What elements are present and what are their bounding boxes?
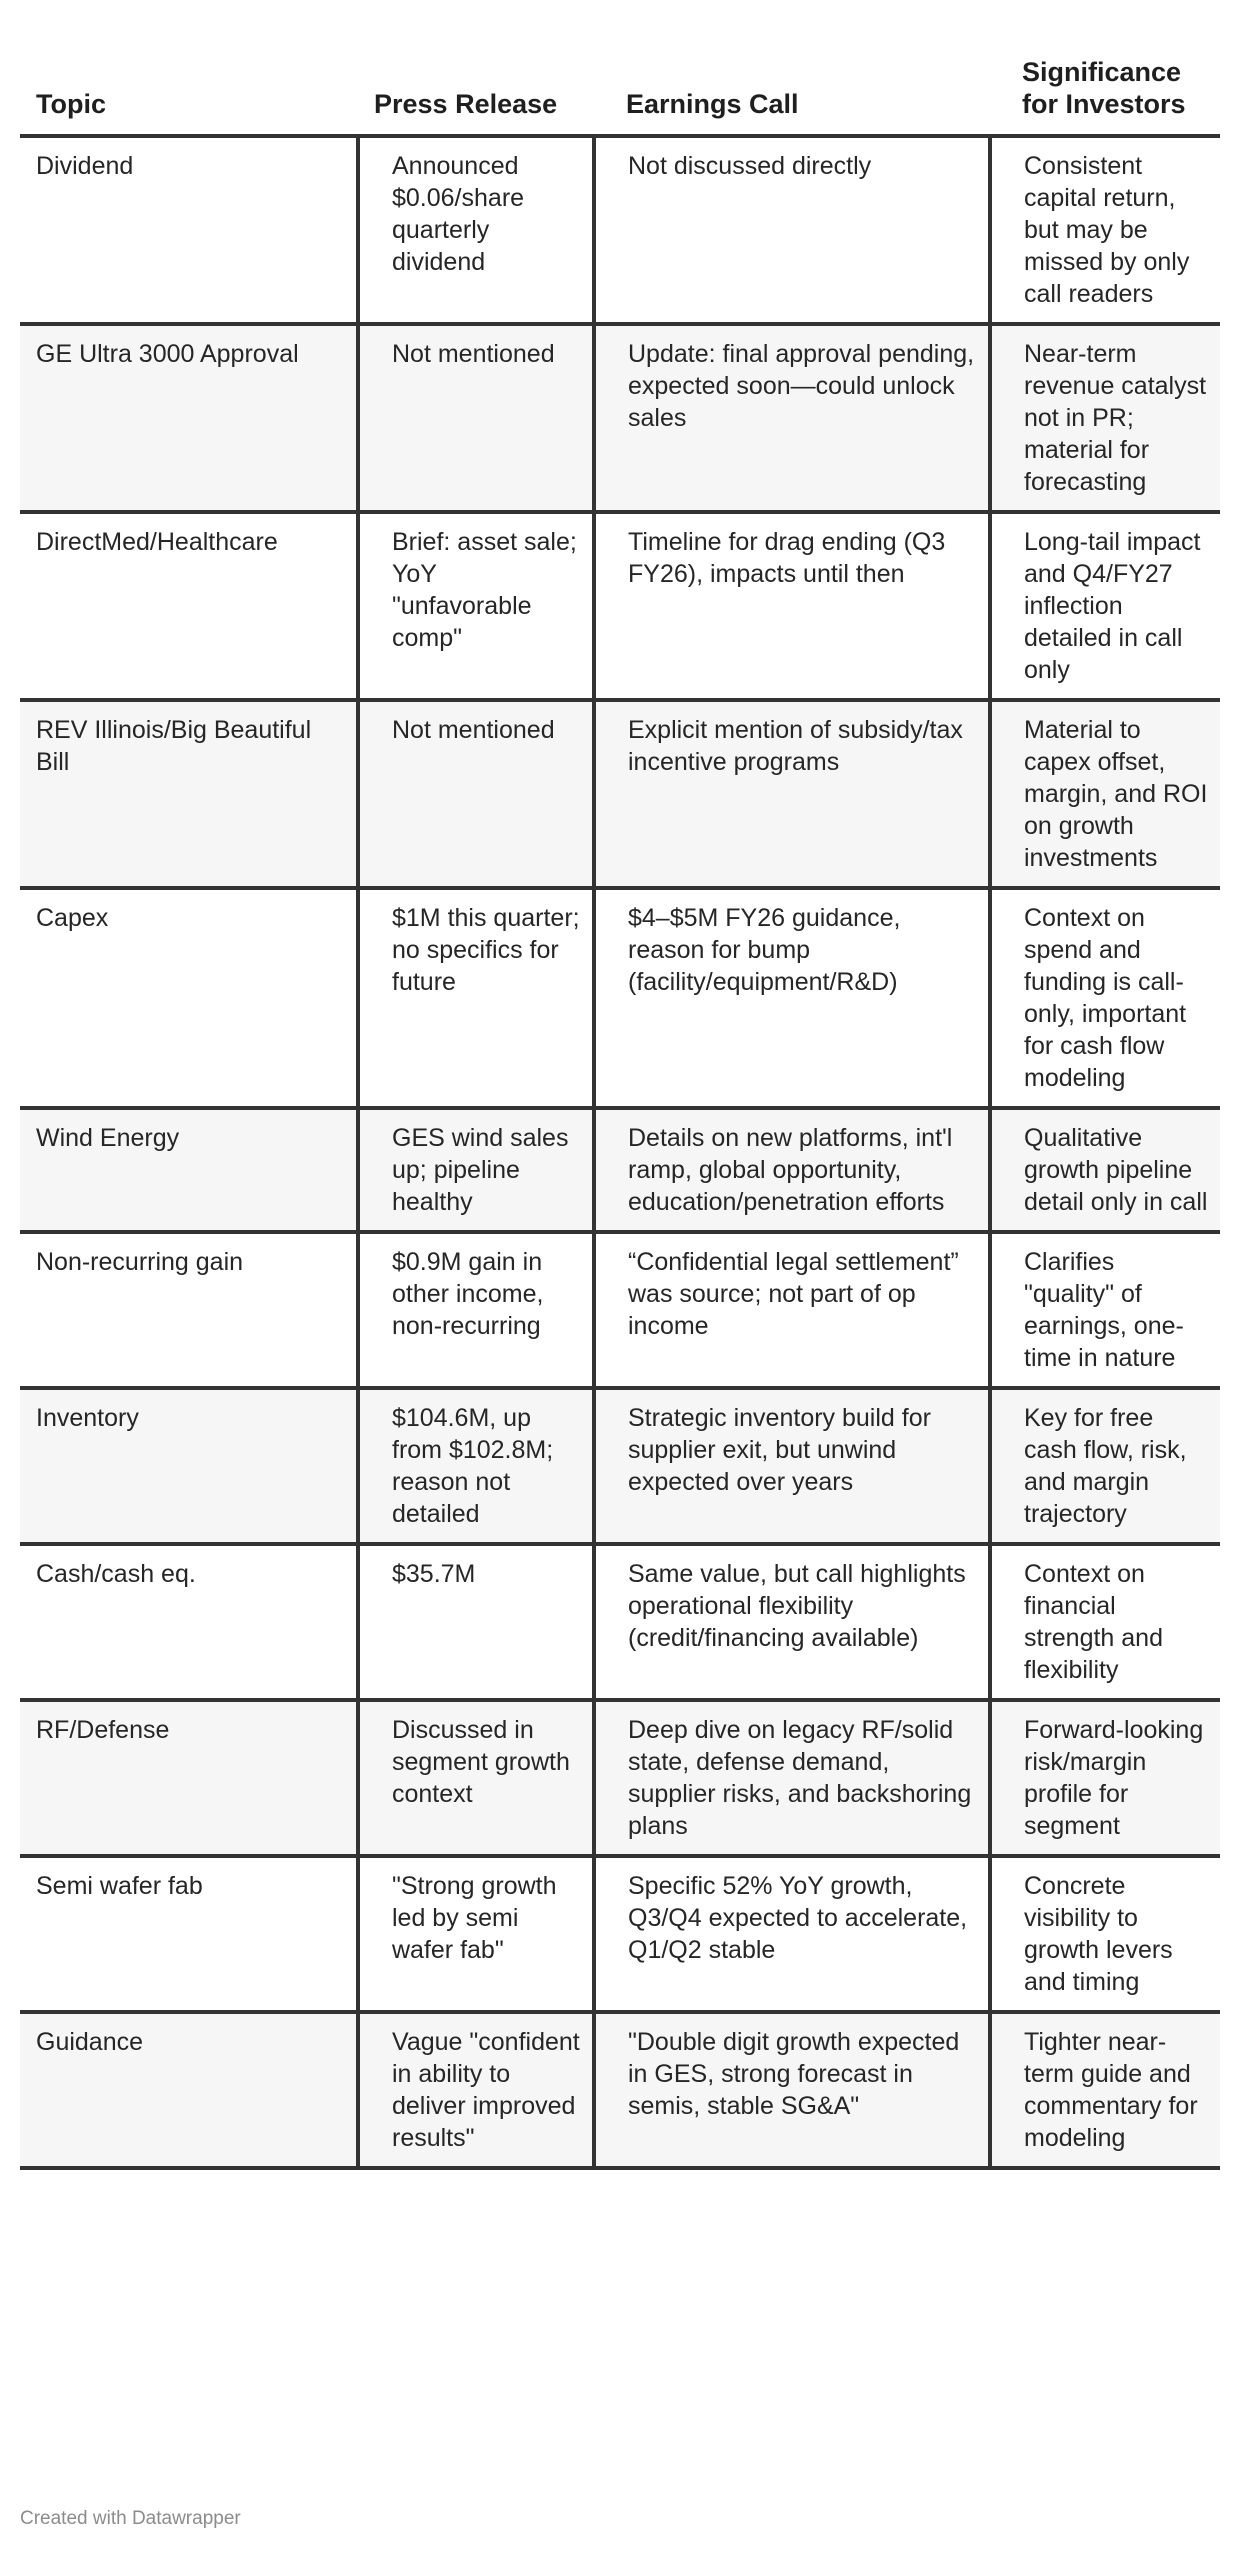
table-row xyxy=(20,1700,1220,1856)
cell-significance: Context on spend and funding is call-only, important for cash flow modeling xyxy=(990,888,1220,1108)
datawrapper-credit: Created with Datawrapper xyxy=(20,2508,241,2529)
table-row xyxy=(20,1856,1220,2012)
cell-topic: Dividend xyxy=(20,136,358,324)
cell-topic: Semi wafer fab xyxy=(20,1856,358,2012)
table-row xyxy=(20,1232,1220,1388)
header-press-release: Press Release xyxy=(358,56,594,136)
cell-earnings-call: Update: final approval pending, expected soon—could unlock sales xyxy=(594,324,990,512)
cell-earnings-call: Specific 52% YoY growth, Q3/Q4 expected to accelerate, Q1/Q2 stable xyxy=(594,1856,990,2012)
comparison-table-container xyxy=(20,56,1220,2170)
cell-topic: DirectMed/Healthcare xyxy=(20,512,358,700)
cell-press-release: $35.7M xyxy=(358,1544,594,1700)
cell-topic: Capex xyxy=(20,888,358,1108)
cell-earnings-call: Not discussed directly xyxy=(594,136,990,324)
table-row xyxy=(20,1544,1220,1700)
cell-press-release: Not mentioned xyxy=(358,324,594,512)
table-row xyxy=(20,136,1220,324)
cell-earnings-call: “Confidential legal settlement” was source; not part of op income xyxy=(594,1232,990,1388)
cell-earnings-call: Same value, but call highlights operational flexibility (credit/financing available) xyxy=(594,1544,990,1700)
cell-significance: Near-term revenue catalyst not in PR; material for forecasting xyxy=(990,324,1220,512)
cell-earnings-call: Timeline for drag ending (Q3 FY26), impacts until then xyxy=(594,512,990,700)
cell-press-release: "Strong growth led by semi wafer fab" xyxy=(358,1856,594,2012)
cell-earnings-call: Details on new platforms, int'l ramp, global opportunity, education/penetration efforts xyxy=(594,1108,990,1232)
cell-press-release: $104.6M, up from $102.8M; reason not detailed xyxy=(358,1388,594,1544)
cell-significance: Context on financial strength and flexibility xyxy=(990,1544,1220,1700)
cell-significance: Clarifies "quality" of earnings, one-time in nature xyxy=(990,1232,1220,1388)
cell-earnings-call: $4–$5M FY26 guidance, reason for bump (facility/equipment/R&D) xyxy=(594,888,990,1108)
cell-press-release: Vague "confident in ability to deliver improved results" xyxy=(358,2012,594,2168)
cell-significance: Qualitative growth pipeline detail only in call xyxy=(990,1108,1220,1232)
cell-topic: Inventory xyxy=(20,1388,358,1544)
cell-press-release: Not mentioned xyxy=(358,700,594,888)
cell-press-release: Discussed in segment growth context xyxy=(358,1700,594,1856)
cell-topic: Non-recurring gain xyxy=(20,1232,358,1388)
header-significance: Significance for Investors xyxy=(990,56,1220,136)
cell-topic: RF/Defense xyxy=(20,1700,358,1856)
table-row xyxy=(20,2012,1220,2168)
cell-press-release: $1M this quarter; no specifics for future xyxy=(358,888,594,1108)
table-row xyxy=(20,700,1220,888)
cell-earnings-call: Explicit mention of subsidy/tax incentive programs xyxy=(594,700,990,888)
table-header-row xyxy=(20,56,1220,136)
cell-earnings-call: "Double digit growth expected in GES, strong forecast in semis, stable SG&A" xyxy=(594,2012,990,2168)
cell-press-release: GES wind sales up; pipeline healthy xyxy=(358,1108,594,1232)
table-row xyxy=(20,512,1220,700)
cell-significance: Key for free cash flow, risk, and margin trajectory xyxy=(990,1388,1220,1544)
header-earnings-call: Earnings Call xyxy=(594,56,990,136)
cell-significance: Concrete visibility to growth levers and timing xyxy=(990,1856,1220,2012)
cell-significance: Consistent capital return, but may be missed by only call readers xyxy=(990,136,1220,324)
cell-significance: Forward-looking risk/margin profile for segment xyxy=(990,1700,1220,1856)
cell-topic: GE Ultra 3000 Approval xyxy=(20,324,358,512)
table-row xyxy=(20,1108,1220,1232)
cell-topic: Cash/cash eq. xyxy=(20,1544,358,1700)
cell-significance: Material to capex offset, margin, and ROI on growth investments xyxy=(990,700,1220,888)
cell-topic: Guidance xyxy=(20,2012,358,2168)
cell-press-release: Announced $0.06/share quarterly dividend xyxy=(358,136,594,324)
table-row xyxy=(20,324,1220,512)
cell-significance: Tighter near-term guide and commentary for modeling xyxy=(990,2012,1220,2168)
cell-topic: REV Illinois/Big Beautiful Bill xyxy=(20,700,358,888)
table-body xyxy=(20,136,1220,2168)
cell-earnings-call: Strategic inventory build for supplier exit, but unwind expected over years xyxy=(594,1388,990,1544)
header-topic: Topic xyxy=(20,56,358,136)
cell-press-release: Brief: asset sale; YoY "unfavorable comp" xyxy=(358,512,594,700)
cell-earnings-call: Deep dive on legacy RF/solid state, defense demand, supplier risks, and backshoring plans xyxy=(594,1700,990,1856)
table-row xyxy=(20,1388,1220,1544)
table-row xyxy=(20,888,1220,1108)
cell-press-release: $0.9M gain in other income, non-recurring xyxy=(358,1232,594,1388)
cell-significance: Long-tail impact and Q4/FY27 inflection detailed in call only xyxy=(990,512,1220,700)
comparison-table xyxy=(20,56,1220,2170)
cell-topic: Wind Energy xyxy=(20,1108,358,1232)
